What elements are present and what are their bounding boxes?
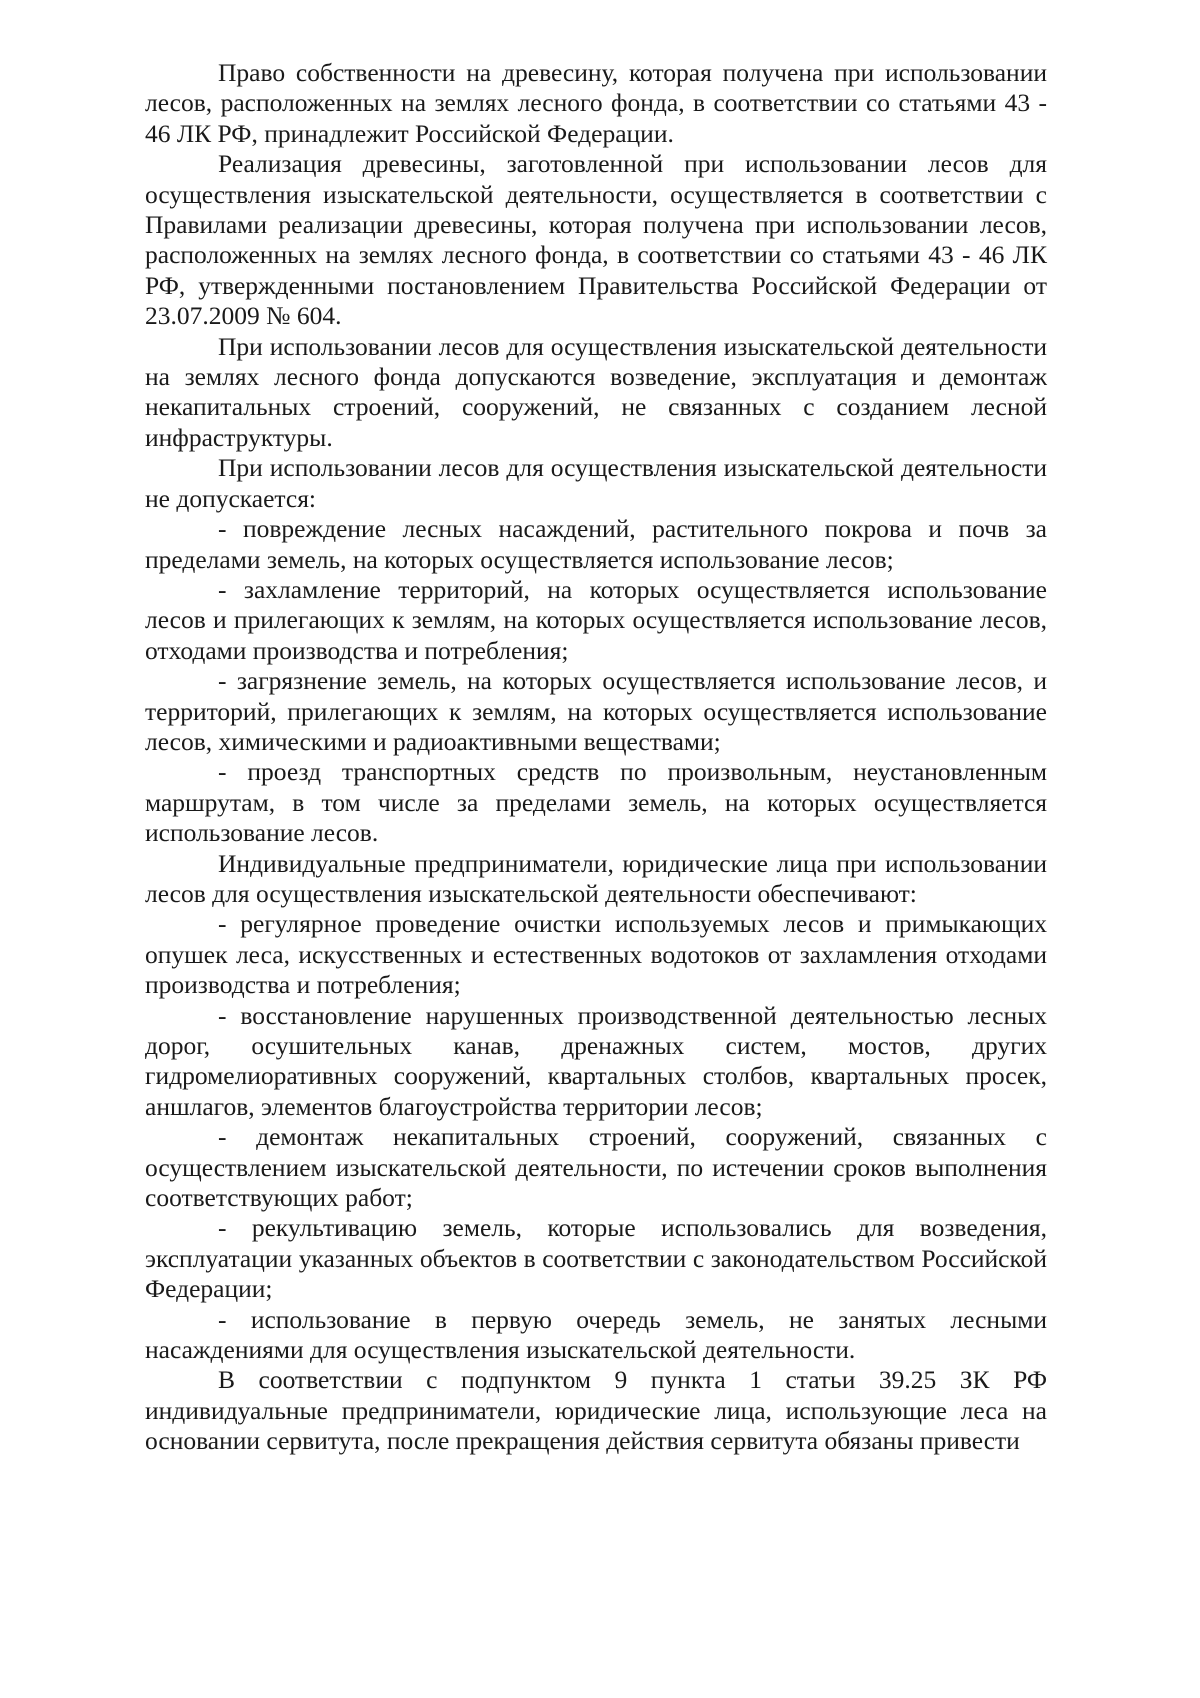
list-item-restoration: - восстановление нарушенных производственной деятельностью лесных дорог, осушительных канав, дренажных систем, мостов, других гидромелиоративных сооружений, квартальных столбов, квартальных просек, аншлагов, элементов благоустройства территории лесов; xyxy=(145,1000,1047,1121)
list-item-dismantling: - демонтаж некапитальных строений, сооружений, связанных с осуществлением изыскательской деятельности, по истечении сроков выполнения соответствующих работ; xyxy=(145,1122,1047,1213)
paragraph-structures-allowed: При использовании лесов для осуществления изыскательской деятельности на землях лесного фонда допускаются возведение, эксплуатация и демонтаж некапитальных строений, сооружений, не связанных с созданием лесной инфраструктуры. xyxy=(145,331,1047,452)
list-item-pollution: - загрязнение земель, на которых осуществляется использование лесов, и территорий, прилегающих к землям, на которых осуществляется использование лесов, химическими и радиоактивными веществами; xyxy=(145,666,1047,756)
paragraph-easement: В соответствии с подпунктом 9 пункта 1 статьи 39.25 ЗК РФ индивидуальные предприниматели, юридические лица, использующие леса на основании сервитута, после прекращения действия сервитута обязаны привести xyxy=(145,1365,1047,1456)
paragraph-prohibitions-intro: При использовании лесов для осуществления изыскательской деятельности не допускается: xyxy=(145,453,1047,513)
list-item-littering: - захламление территорий, на которых осуществляется использование лесов и прилегающих к землям, на которых осуществляется использование лесов, отходами производства и потребления; xyxy=(145,574,1047,665)
paragraph-timber-sale: Реализация древесины, заготовленной при использовании лесов для осуществления изыскательской деятельности, осуществляется в соответствии с Правилами реализации древесины, которая получена при использовании лесов, расположенных на землях лесного фонда, в соответствии со статьями 43 - 46 ЛК РФ, утвержденными постановлением Правительства Российской Федерации от 23.07.2009 № 604. xyxy=(145,149,1047,331)
list-item-vehicle-passage: - проезд транспортных средств по произвольным, неустановленным маршрутам, в том числе за пределами земель, на которых осуществляется использование лесов. xyxy=(145,757,1047,848)
list-item-damage: - повреждение лесных насаждений, растительного покрова и почв за пределами земель, на которых осуществляется использование лесов; xyxy=(145,514,1047,574)
list-item-recultivation: - рекультивацию земель, которые использовались для возведения, эксплуатации указанных объектов в соответствии с законодательством Российской Федерации; xyxy=(145,1213,1047,1304)
list-item-cleaning: - регулярное проведение очистки используемых лесов и примыкающих опушек леса, искусственных и естественных водотоков от захламления отходами производства и потребления; xyxy=(145,909,1047,1000)
paragraph-timber-ownership: Право собственности на древесину, которая получена при использовании лесов, расположенных на землях лесного фонда, в соответствии со статьями 43 - 46 ЛК РФ, принадлежит Российской Федерации. xyxy=(145,58,1047,148)
list-item-land-priority: - использование в первую очередь земель, не занятых лесными насаждениями для осуществления изыскательской деятельности. xyxy=(145,1304,1047,1365)
document-page xyxy=(145,58,1047,1457)
paragraph-obligations-intro: Индивидуальные предприниматели, юридические лица при использовании лесов для осуществления изыскательской деятельности обеспечивают: xyxy=(145,848,1047,908)
